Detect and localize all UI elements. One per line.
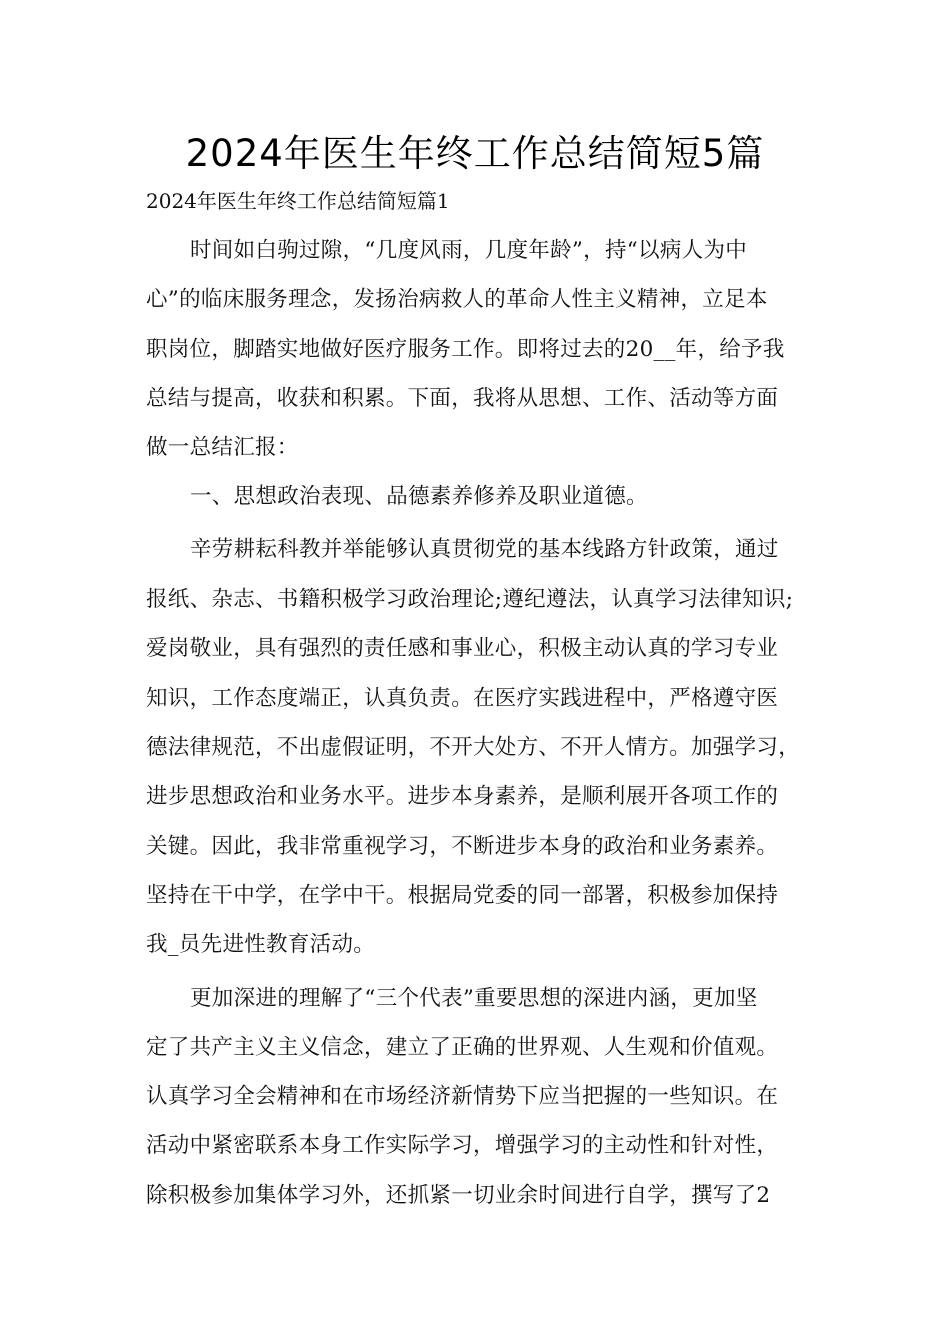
paragraph-line: 坚持在干中学，在学中干。根据局党委的同一部署，积极参加保持	[146, 883, 779, 908]
paragraph-line: 职岗位，脚踏实地做好医疗服务工作。即将过去的20__年，给予我	[146, 337, 785, 362]
paragraph-line: 除积极参加集体学习外，还抓紧一切业余时间进行自学，撰写了2	[146, 1183, 771, 1208]
section-heading: 2024年医生年终工作总结简短篇1	[146, 189, 450, 213]
paragraph-line: 总结与提高，收获和积累。下面，我将从思想、工作、活动等方面	[146, 386, 779, 411]
paragraph-line: 时间如白驹过隙，“几度风雨，几度年龄”，持“以病人为中	[190, 238, 748, 263]
paragraph-line: 定了共产主义主义信念，建立了正确的世界观、人生观和价值观。	[146, 1035, 779, 1060]
paragraph-line: 德法律规范，不出虚假证明，不开大处方、不开人情方。加强学习，	[146, 735, 801, 760]
document-title: 2024年医生年终工作总结简短5篇	[185, 132, 765, 175]
paragraph-line: 认真学习全会精神和在市场经济新情势下应当把握的一些知识。在	[146, 1084, 779, 1109]
paragraph-line: 关键。因此，我非常重视学习，不断进步本身的政治和业务素养。	[146, 834, 779, 859]
paragraph-line: 知识，工作态度端正，认真负责。在医疗实践进程中，严格遵守医	[146, 686, 779, 711]
paragraph-line: 活动中紧密联系本身工作实际学习，增强学习的主动性和针对性，	[146, 1133, 779, 1158]
paragraph-line: 更加深进的理解了“三个代表”重要思想的深进内涵，更加坚	[190, 986, 758, 1011]
paragraph-line: 心”的临床服务理念，发扬治病救人的革命人性主义精神，立足本	[146, 287, 768, 312]
paragraph-line: 爱岗敬业，具有强烈的责任感和事业心，积极主动认真的学习专业	[146, 636, 779, 661]
paragraph-line: 进步思想政治和业务水平。进步本身素养，是顺利展开各项工作的	[146, 784, 779, 809]
paragraph-line: 做一总结汇报：	[146, 435, 299, 460]
section-heading-one: 一、思想政治表现、品德素养修养及职业道德。	[190, 484, 648, 509]
paragraph-line: 我_员先进性教育活动。	[146, 932, 376, 957]
paragraph-line: 辛劳耕耘科教并举能够认真贯彻党的基本线路方针政策，通过	[190, 537, 779, 562]
paragraph-line: 报纸、杂志、书籍积极学习政治理论;遵纪遵法，认真学习法律知识;	[146, 587, 794, 612]
